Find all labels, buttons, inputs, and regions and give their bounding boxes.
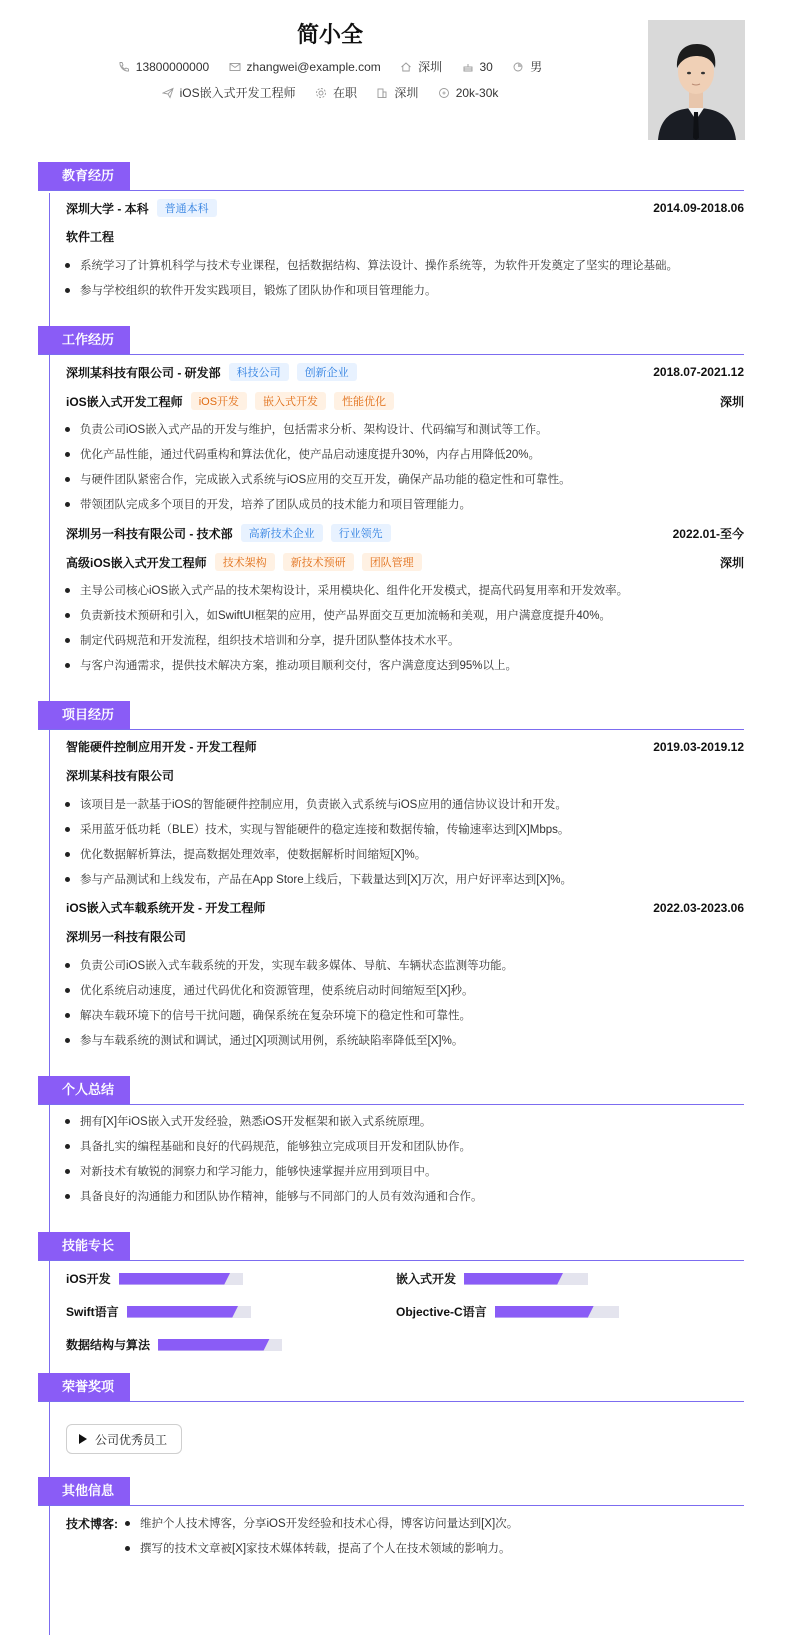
list-item: 负责公司iOS嵌入式车载系统的开发，实现车载多媒体、导航、车辆状态监测等功能。 — [80, 957, 794, 973]
work-section — [38, 326, 744, 354]
skill-item — [396, 1270, 588, 1287]
award-name: 公司优秀员工 — [95, 1432, 168, 1447]
list-item: 解决车载环境下的信号干扰问题，确保系统在复杂环境下的稳定性和可靠性。 — [80, 1007, 794, 1023]
skill-item — [66, 1336, 282, 1353]
company-name: 深圳某科技有限公司 - 研发部 — [66, 365, 221, 380]
skill-name: 数据结构与算法 — [66, 1338, 151, 1352]
skill-item — [396, 1303, 619, 1320]
skills-section — [38, 1232, 744, 1260]
section-divider — [38, 1260, 744, 1261]
list-item: 撰写的技术文章被[X]家技术媒体转载，提高了个人在技术领域的影响力。 — [140, 1540, 511, 1556]
job-period: 2018.07-2021.12 — [653, 365, 744, 379]
section-title: 教育经历 — [38, 162, 130, 190]
send-icon — [162, 87, 174, 99]
skill-level-fill — [127, 1306, 239, 1318]
list-item: 具备扎实的编程基础和良好的代码规范，能够独立完成项目开发和团队协作。 — [80, 1138, 794, 1154]
honors-header — [38, 1373, 744, 1401]
role-tag: 团队管理 — [362, 553, 422, 571]
status-icon — [315, 87, 327, 99]
role-tag: 性能优化 — [334, 392, 394, 410]
education-period: 2014.09-2018.06 — [653, 201, 744, 215]
major-row — [66, 228, 744, 245]
projects-header — [38, 701, 744, 729]
list-item: 参与车载系统的测试和调试，通过[X]项测试用例，系统缺陷率降低至[X]%。 — [80, 1032, 794, 1048]
school-name: 深圳大学 - 本科 — [66, 201, 149, 216]
project-company: 深圳另一科技有限公司 — [66, 930, 187, 944]
section-title: 技能专长 — [38, 1232, 130, 1260]
skill-item — [66, 1270, 243, 1287]
section-divider — [38, 1505, 744, 1506]
work-header — [38, 326, 744, 354]
section-title: 项目经历 — [38, 701, 130, 729]
cake-icon — [462, 61, 474, 73]
skill-level-fill — [119, 1273, 231, 1285]
project-period: 2022.03-2023.06 — [653, 900, 744, 915]
list-item: 负责新技术预研和引入，如SwiftUI框架的应用，使产品界面交互更加流畅和美观，用户满意度提升40%。 — [80, 607, 794, 623]
education-section — [38, 162, 744, 190]
education-header — [38, 162, 744, 190]
building-icon — [376, 87, 388, 99]
job-period: 2022.01-至今 — [672, 526, 744, 541]
skill-name: Objective-C语言 — [396, 1305, 487, 1319]
summary-section — [38, 1076, 744, 1104]
email-text: zhangwei@example.com — [246, 59, 381, 74]
company-name: 深圳另一科技有限公司 - 技术部 — [66, 526, 233, 541]
resume-header — [0, 0, 794, 170]
location-item — [400, 58, 442, 75]
list-item: 维护个人技术博客，分享iOS开发经验和技术心得，博客访问量达到[X]次。 — [140, 1515, 518, 1531]
profile-photo — [648, 20, 745, 140]
phone-text: 13800000000 — [135, 59, 210, 74]
role-tag: 嵌入式开发 — [255, 392, 326, 410]
gender-icon — [512, 61, 524, 73]
job-city: 深圳 — [719, 394, 744, 409]
contact-row — [0, 58, 660, 76]
list-item: 具备良好的沟通能力和团队协作精神，能够与不同部门的人员有效沟通和合作。 — [80, 1188, 794, 1204]
section-title: 工作经历 — [38, 326, 130, 354]
job-target-item — [162, 84, 296, 101]
job-target-text: iOS嵌入式开发工程师 — [179, 86, 296, 100]
other-label: 技术博客: — [66, 1517, 118, 1531]
section-title: 其他信息 — [38, 1477, 130, 1505]
salary-text: 20k-30k — [455, 85, 499, 100]
job-company-row — [66, 524, 744, 542]
email-item — [229, 60, 381, 74]
target-city-text: 深圳 — [394, 86, 419, 100]
list-item: 负责公司iOS嵌入式产品的开发与维护，包括需求分析、架构设计、代码编写和测试等工作。 — [80, 421, 794, 437]
project-company: 深圳某科技有限公司 — [66, 769, 175, 783]
major: 软件工程 — [66, 230, 115, 244]
gender-item — [512, 58, 542, 75]
list-item: 该项目是一款基于iOS的智能硬件控制应用，负责嵌入式系统与iOS应用的通信协议设计和开发。 — [80, 796, 794, 812]
education-tag: 普通本科 — [157, 199, 217, 217]
job-role-row — [66, 553, 744, 571]
status-text: 在职 — [332, 86, 357, 100]
job-role: 高级iOS嵌入式开发工程师 — [66, 555, 207, 570]
role-tag: iOS开发 — [191, 392, 247, 410]
list-item: 主导公司核心iOS嵌入式产品的技术架构设计，采用模块化、组件化开发模式，提高代码复用率和开发效率。 — [80, 582, 794, 598]
section-divider — [38, 1104, 744, 1105]
skill-name: 嵌入式开发 — [396, 1272, 457, 1286]
candidate-name: 简小全 — [296, 22, 363, 47]
project-period: 2019.03-2019.12 — [653, 739, 744, 754]
role-tag: 新技术预研 — [283, 553, 354, 571]
projects-section — [38, 701, 744, 729]
phone-item — [118, 60, 209, 74]
job-role: iOS嵌入式开发工程师 — [66, 394, 183, 409]
project-row — [66, 738, 744, 755]
phone-icon — [118, 61, 130, 73]
location-text: 深圳 — [418, 60, 443, 74]
skills-header — [38, 1232, 744, 1260]
mail-icon — [229, 61, 241, 73]
skill-level-bar — [464, 1273, 588, 1285]
list-item: 与硬件团队紧密合作，完成嵌入式系统与iOS应用的交互开发，确保产品功能的稳定性和可靠性。 — [80, 471, 794, 487]
company-tag: 创新企业 — [297, 363, 357, 381]
job-company-row — [66, 363, 744, 381]
list-item: 对新技术有敏锐的洞察力和学习能力，能够快速掌握并应用到项目中。 — [80, 1163, 794, 1179]
list-item: 拥有[X]年iOS嵌入式开发经验，熟悉iOS开发框架和嵌入式系统原理。 — [80, 1113, 794, 1129]
age-item — [462, 60, 493, 74]
honors-section — [38, 1373, 744, 1401]
company-tag: 行业领先 — [331, 524, 391, 542]
home-icon — [400, 61, 412, 73]
project-name: iOS嵌入式车载系统开发 - 开发工程师 — [66, 901, 266, 915]
list-item: 参与学校组织的软件开发实践项目，锻炼了团队协作和项目管理能力。 — [80, 282, 794, 298]
skill-item — [66, 1303, 251, 1320]
project-name: 智能硬件控制应用开发 - 开发工程师 — [66, 740, 257, 754]
summary-header — [38, 1076, 744, 1104]
list-item: 优化产品性能，通过代码重构和算法优化，使产品启动速度提升30%，内存占用降低20%。 — [80, 446, 794, 462]
section-title: 荣誉奖项 — [38, 1373, 130, 1401]
gender-text: 男 — [530, 60, 543, 74]
skill-level-bar — [127, 1306, 251, 1318]
other-header — [38, 1477, 744, 1505]
salary-item — [438, 86, 499, 100]
project-company-row — [66, 928, 744, 945]
project-company-row — [66, 767, 744, 784]
company-tag: 科技公司 — [229, 363, 289, 381]
list-item: 带领团队完成多个项目的开发，培养了团队成员的技术能力和项目管理能力。 — [80, 496, 794, 512]
education-header-row — [66, 199, 744, 217]
target-city-item — [376, 84, 418, 101]
section-divider — [38, 354, 744, 355]
list-item: 与客户沟通需求，提供技术解决方案，推动项目顺利交付，客户满意度达到95%以上。 — [80, 657, 794, 673]
skill-level-fill — [464, 1273, 563, 1285]
job-city: 深圳 — [719, 555, 744, 570]
section-divider — [38, 190, 744, 191]
skill-level-bar — [158, 1339, 282, 1351]
age-text: 30 — [479, 59, 493, 74]
role-tag: 技术架构 — [215, 553, 275, 571]
status-item — [315, 84, 357, 101]
list-item: 系统学习了计算机科学与技术专业课程，包括数据结构、算法设计、操作系统等，为软件开发奠定了坚实的理论基础。 — [80, 257, 794, 273]
skill-level-fill — [495, 1306, 594, 1318]
list-item: 优化数据解析算法，提高数据处理效率，使数据解析时间缩短[X]%。 — [80, 846, 794, 862]
job-intent-row — [0, 84, 660, 102]
skill-level-fill — [158, 1339, 270, 1351]
timeline-line — [49, 193, 50, 1635]
skill-level-bar — [119, 1273, 243, 1285]
play-icon — [79, 1434, 87, 1444]
award-chip — [66, 1424, 182, 1454]
salary-icon — [438, 87, 450, 99]
project-row — [66, 899, 744, 916]
section-divider — [38, 1401, 744, 1402]
company-tag: 高新技术企业 — [241, 524, 323, 542]
section-title: 个人总结 — [38, 1076, 130, 1104]
section-divider — [38, 729, 744, 730]
skill-level-bar — [495, 1306, 619, 1318]
skill-name: iOS开发 — [66, 1272, 111, 1286]
list-item: 参与产品测试和上线发布，产品在App Store上线后，下载量达到[X]万次，用户好评率达到[X]%。 — [80, 871, 794, 887]
other-section — [38, 1477, 744, 1505]
job-role-row — [66, 392, 744, 410]
list-item: 优化系统启动速度，通过代码优化和资源管理，使系统启动时间缩短至[X]秒。 — [80, 982, 794, 998]
list-item: 制定代码规范和开发流程，组织技术培训和分享，提升团队整体技术水平。 — [80, 632, 794, 648]
skill-name: Swift语言 — [66, 1305, 119, 1319]
list-item: 采用蓝牙低功耗（BLE）技术，实现与智能硬件的稳定连接和数据传输，传输速率达到[X]Mbps。 — [80, 821, 794, 837]
